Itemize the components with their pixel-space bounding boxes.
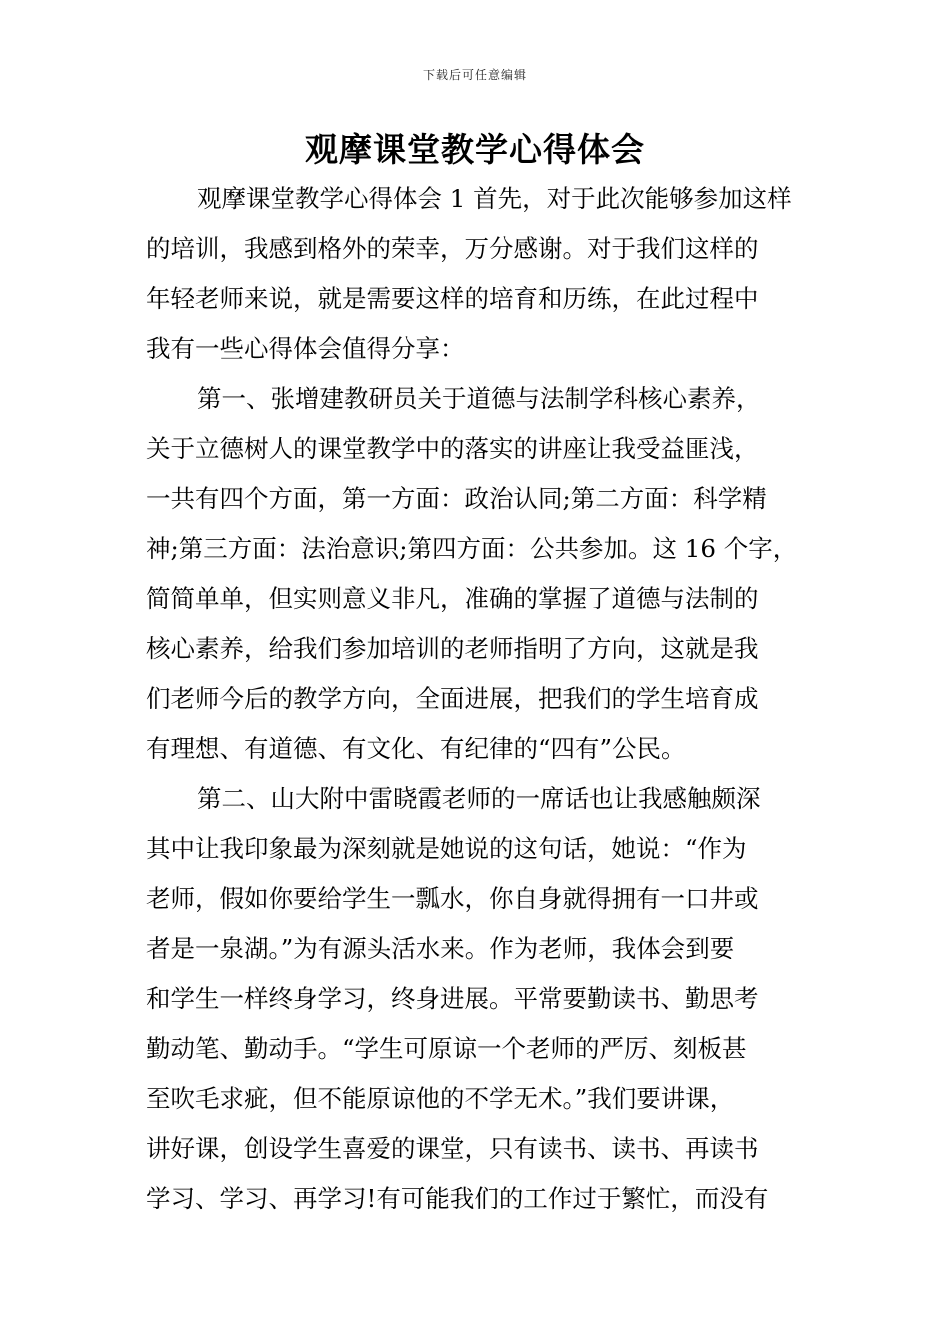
document-body xyxy=(146,174,806,1224)
body-text-line: 者是一泉湖。”为有源头活水来。作为老师，我体会到要 xyxy=(146,934,735,963)
body-text-line: 其中让我印象最为深刻就是她说的这句话，她说：“作为 xyxy=(146,834,747,863)
body-text-line: 学习、学习、再学习!有可能我们的工作过于繁忙，而没有 xyxy=(146,1184,769,1213)
body-text-line: 和学生一样终身学习，终身进展。平常要勤读书、勤思考 xyxy=(146,984,759,1013)
body-text-line: 年轻老师来说，就是需要这样的培育和历练，在此过程中 xyxy=(146,284,759,313)
body-text-line: 我有一些心得体会值得分享： xyxy=(146,334,465,363)
body-text-line: 勤动笔、勤动手。“学生可原谅一个老师的严厉、刻板甚 xyxy=(146,1034,747,1063)
body-text-line: 至吹毛求疵，但不能原谅他的不学无术。”我们要讲课， xyxy=(146,1084,735,1113)
header-note: 下载后可任意编辑 xyxy=(422,68,527,82)
body-text-line: 讲好课，创设学生喜爱的课堂，只有读书、读书、再读书 xyxy=(146,1134,759,1163)
body-text-line: 关于立德树人的课堂教学中的落实的讲座让我受益匪浅， xyxy=(146,434,759,463)
body-text-line: 简简单单，但实则意义非凡，准确的掌握了道德与法制的 xyxy=(146,584,759,613)
body-text-line: 第二、山大附中雷晓霞老师的一席话也让我感触颇深 xyxy=(197,784,761,813)
document-title: 观摩课堂教学心得体会 xyxy=(305,130,645,169)
body-text-line: 观摩课堂教学心得体会 1 首先，对于此次能够参加这样 xyxy=(197,184,792,213)
body-text-line: 有理想、有道德、有文化、有纪律的“四有”公民。 xyxy=(146,734,686,763)
body-text-line: 核心素养，给我们参加培训的老师指明了方向，这就是我 xyxy=(146,634,759,663)
body-text-line: 一共有四个方面，第一方面：政治认同;第二方面：科学精 xyxy=(146,484,767,513)
body-text-line: 的培训，我感到格外的荣幸，万分感谢。对于我们这样的 xyxy=(146,234,759,263)
body-text-line: 神;第三方面：法治意识;第四方面：公共参加。这 16 个字， xyxy=(146,534,798,563)
body-text-line: 老师，假如你要给学生一瓢水，你自身就得拥有一口井或 xyxy=(146,884,759,913)
body-text-line: 第一、张增建教研员关于道德与法制学科核心素养， xyxy=(197,384,761,413)
body-text-line: 们老师今后的教学方向，全面进展，把我们的学生培育成 xyxy=(146,684,759,713)
